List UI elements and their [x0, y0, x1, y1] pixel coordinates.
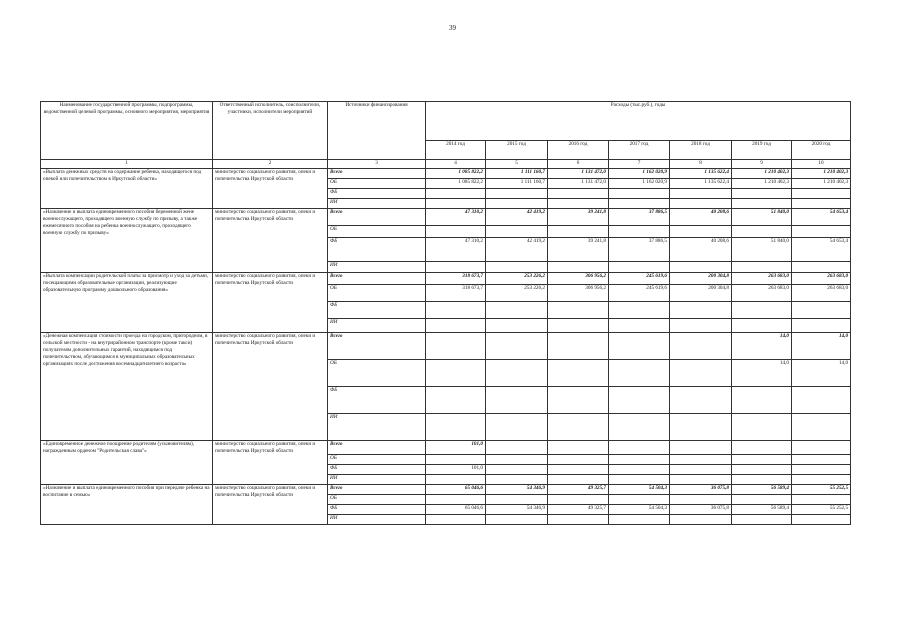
amount-cell: [548, 302, 609, 319]
amount-cell: [670, 319, 732, 333]
amount-cell: 47 310,2: [426, 209, 486, 226]
column-number: 5: [486, 160, 548, 169]
amount-cell: 1 162 020,9: [609, 169, 670, 179]
amount-cell: [486, 199, 548, 209]
column-number: 1: [41, 160, 213, 169]
amount-cell: [426, 360, 486, 387]
amount-cell: [670, 360, 732, 387]
amount-cell: [548, 387, 609, 414]
amount-cell: 39 241,8: [548, 238, 609, 262]
amount-cell: [426, 475, 486, 485]
amount-cell: 1 131 472,0: [548, 169, 609, 179]
amount-cell: [486, 475, 548, 485]
amount-cell: [732, 189, 792, 199]
amount-cell: 253 226,2: [486, 273, 548, 285]
amount-cell: [486, 387, 548, 414]
amount-cell: 306 956,2: [548, 273, 609, 285]
amount-cell: [732, 414, 792, 441]
table-row: [41, 169, 851, 179]
amount-cell: 1 135 622,4: [670, 169, 732, 179]
amount-cell: [792, 226, 851, 238]
amount-cell: 54 346,9: [486, 505, 548, 515]
amount-cell: 101,0: [426, 441, 486, 455]
funding-source: Всего: [328, 209, 426, 226]
amount-cell: [548, 262, 609, 273]
budget-table: [40, 101, 851, 525]
amount-cell: 1 210 402,3: [792, 169, 851, 179]
amount-cell: [670, 414, 732, 441]
amount-cell: [426, 189, 486, 199]
amount-cell: [609, 199, 670, 209]
amount-cell: [670, 515, 732, 525]
amount-cell: [792, 495, 851, 505]
amount-cell: [732, 515, 792, 525]
table-row: [41, 209, 851, 226]
amount-cell: [548, 333, 609, 360]
amount-cell: 36 075,8: [670, 485, 732, 495]
header-program: Наименование государственной программы, подпрограммы, ведомственной целевой программы, основного мероприятия, мероприятия: [41, 102, 213, 160]
amount-cell: [670, 465, 732, 475]
amount-cell: 14,0: [792, 333, 851, 360]
amount-cell: [732, 319, 792, 333]
column-number: 10: [792, 160, 851, 169]
amount-cell: [548, 360, 609, 387]
amount-cell: 51 840,0: [732, 238, 792, 262]
amount-cell: [670, 226, 732, 238]
program-name: «Денежная компенсация стоимости проезда на городском, пригородном, в сельской местности - на внутрирайонном транспорте (кроме такси) получателям дополнительных гарантий, находящимся под попечительством, обучающимся в муниципальных образовательных организациях после достижения восемнадцатилетнего возраста»: [41, 333, 213, 441]
executor-name: министерство социального развития, опеки и попечительства Иркутской области: [213, 485, 328, 525]
amount-cell: [792, 199, 851, 209]
amount-cell: [732, 475, 792, 485]
amount-cell: 49 325,7: [548, 505, 609, 515]
amount-cell: [609, 319, 670, 333]
program-name: «Единовременное денежное поощрение родителям (усыновителям), награжденным орденом "Родительская слава"»: [41, 441, 213, 485]
header-year: 2019 год: [732, 141, 792, 160]
amount-cell: 54 653,4: [792, 238, 851, 262]
funding-source: ИИ: [328, 199, 426, 209]
amount-cell: [486, 226, 548, 238]
funding-source: Всего: [328, 273, 426, 285]
amount-cell: [486, 495, 548, 505]
amount-cell: 47 310,2: [426, 238, 486, 262]
amount-cell: [548, 495, 609, 505]
amount-cell: [486, 262, 548, 273]
amount-cell: 14,0: [792, 360, 851, 387]
amount-cell: [670, 199, 732, 209]
funding-source: ОБ: [328, 495, 426, 505]
executor-name: министерство социального развития, опеки и попечительства Иркутской области: [213, 209, 328, 273]
amount-cell: [670, 302, 732, 319]
header-year: 2018 год: [670, 141, 732, 160]
amount-cell: [792, 414, 851, 441]
amount-cell: [486, 189, 548, 199]
amount-cell: [732, 262, 792, 273]
amount-cell: 263 683,0: [792, 285, 851, 302]
amount-cell: 40 208,6: [670, 238, 732, 262]
table-row: [41, 485, 851, 495]
amount-cell: 36 075,8: [670, 505, 732, 515]
funding-source: Всего: [328, 333, 426, 360]
page-number: 39: [449, 24, 456, 32]
column-number: 4: [426, 160, 486, 169]
amount-cell: [732, 465, 792, 475]
amount-cell: [609, 333, 670, 360]
funding-source: ОБ: [328, 455, 426, 465]
amount-cell: 51 840,0: [732, 209, 792, 226]
amount-cell: [609, 262, 670, 273]
amount-cell: [426, 319, 486, 333]
amount-cell: 1 210 402,3: [792, 179, 851, 189]
amount-cell: 1 085 822,2: [426, 179, 486, 189]
amount-cell: 54 346,9: [486, 485, 548, 495]
column-number: 2: [213, 160, 328, 169]
amount-cell: 200 304,8: [670, 273, 732, 285]
amount-cell: [548, 199, 609, 209]
amount-cell: [426, 333, 486, 360]
amount-cell: 306 956,2: [548, 285, 609, 302]
amount-cell: [609, 387, 670, 414]
amount-cell: [792, 455, 851, 465]
program-name: «Выплата денежных средств на содержание ребенка, находящегося под опекой или попечительством в Иркутской области»: [41, 169, 213, 209]
amount-cell: [426, 387, 486, 414]
amount-cell: [548, 475, 609, 485]
header-year: 2015 год: [486, 141, 548, 160]
amount-cell: 1 210 402,3: [732, 179, 792, 189]
amount-cell: 37 886,5: [609, 238, 670, 262]
amount-cell: [486, 465, 548, 475]
amount-cell: 37 886,5: [609, 209, 670, 226]
amount-cell: [486, 455, 548, 465]
amount-cell: [486, 302, 548, 319]
amount-cell: 56 589,4: [732, 505, 792, 515]
amount-cell: [548, 414, 609, 441]
amount-cell: [609, 515, 670, 525]
amount-cell: 42 419,2: [486, 238, 548, 262]
program-name: «Выплата компенсации родительской платы за присмотр и уход за детьми, посещающими образовательные организации, реализующие образовательную программу дошкольного образования»: [41, 273, 213, 333]
funding-source: ФБ: [328, 465, 426, 475]
amount-cell: [426, 414, 486, 441]
amount-cell: 1 210 402,3: [732, 169, 792, 179]
funding-source: ОБ: [328, 226, 426, 238]
amount-cell: 39 241,8: [548, 209, 609, 226]
executor-name: министерство социального развития, опеки и попечительства Иркутской области: [213, 273, 328, 333]
amount-cell: 55 252,5: [792, 505, 851, 515]
header-source: Источники финансирования: [328, 102, 426, 160]
amount-cell: [609, 414, 670, 441]
amount-cell: [670, 495, 732, 505]
funding-source: ОБ: [328, 285, 426, 302]
funding-source: Всего: [328, 441, 426, 455]
amount-cell: [792, 465, 851, 475]
amount-cell: 14,0: [732, 360, 792, 387]
amount-cell: [670, 387, 732, 414]
amount-cell: 56 589,4: [732, 485, 792, 495]
amount-cell: [732, 455, 792, 465]
amount-cell: [548, 319, 609, 333]
amount-cell: [670, 455, 732, 465]
amount-cell: [732, 199, 792, 209]
amount-cell: 245 619,6: [609, 285, 670, 302]
amount-cell: [670, 333, 732, 360]
amount-cell: [548, 189, 609, 199]
funding-source: ИИ: [328, 262, 426, 273]
amount-cell: 65 046,6: [426, 485, 486, 495]
amount-cell: [426, 515, 486, 525]
column-number: 3: [328, 160, 426, 169]
amount-cell: [792, 441, 851, 455]
amount-cell: [792, 262, 851, 273]
executor-name: министерство социального развития, опеки и попечительства Иркутской области: [213, 169, 328, 209]
amount-cell: [426, 199, 486, 209]
amount-cell: 318 673,7: [426, 285, 486, 302]
funding-source: ФБ: [328, 238, 426, 262]
amount-cell: [670, 475, 732, 485]
column-number: 9: [732, 160, 792, 169]
amount-cell: [548, 441, 609, 455]
amount-cell: 65 046,6: [426, 505, 486, 515]
amount-cell: 1 131 472,0: [548, 179, 609, 189]
amount-cell: [486, 319, 548, 333]
amount-cell: 263 683,0: [792, 273, 851, 285]
amount-cell: 40 208,6: [670, 209, 732, 226]
column-number: 6: [548, 160, 609, 169]
amount-cell: 54 504,3: [609, 505, 670, 515]
amount-cell: [609, 465, 670, 475]
amount-cell: 253 226,2: [486, 285, 548, 302]
amount-cell: [426, 495, 486, 505]
amount-cell: [486, 360, 548, 387]
amount-cell: [670, 189, 732, 199]
amount-cell: [792, 475, 851, 485]
amount-cell: 263 683,0: [732, 285, 792, 302]
column-number: 7: [609, 160, 670, 169]
amount-cell: [548, 515, 609, 525]
amount-cell: [732, 226, 792, 238]
amount-cell: [426, 455, 486, 465]
amount-cell: [548, 465, 609, 475]
table-row: [41, 441, 851, 455]
table-row: [41, 273, 851, 285]
amount-cell: [486, 333, 548, 360]
amount-cell: [486, 414, 548, 441]
amount-cell: 318 673,7: [426, 273, 486, 285]
amount-cell: [609, 455, 670, 465]
funding-source: ФБ: [328, 505, 426, 515]
funding-source: Всего: [328, 485, 426, 495]
funding-source: ФБ: [328, 387, 426, 414]
amount-cell: [792, 319, 851, 333]
funding-source: ФБ: [328, 302, 426, 319]
amount-cell: [732, 387, 792, 414]
amount-cell: [486, 441, 548, 455]
amount-cell: 1 111 160,7: [486, 179, 548, 189]
funding-source: Всего: [328, 169, 426, 179]
amount-cell: [732, 302, 792, 319]
amount-cell: [732, 441, 792, 455]
amount-cell: 200 304,8: [670, 285, 732, 302]
header-year: 2016 год: [548, 141, 609, 160]
executor-name: министерство социального развития, опеки и попечительства Иркутской области: [213, 333, 328, 441]
table-row: [41, 333, 851, 360]
funding-source: ИИ: [328, 319, 426, 333]
header-executor: Ответственный исполнитель, соисполнители, участники, исполнители мероприятий: [213, 102, 328, 160]
amount-cell: 1 085 822,2: [426, 169, 486, 179]
amount-cell: [426, 262, 486, 273]
amount-cell: [426, 226, 486, 238]
funding-source: ИИ: [328, 414, 426, 441]
program-name: «Назначение и выплата единовременного пособия беременной жене военнослужащего, проходящего военную службу по призыву, а также ежемесячного пособия на ребенка военнослужащего, проходящего военную службу по призыву»: [41, 209, 213, 273]
column-number: 8: [670, 160, 732, 169]
amount-cell: 42 419,2: [486, 209, 548, 226]
amount-cell: [792, 515, 851, 525]
amount-cell: [609, 226, 670, 238]
amount-cell: 1 111 160,7: [486, 169, 548, 179]
amount-cell: [609, 495, 670, 505]
executor-name: министерство социального развития, опеки и попечительства Иркутской области: [213, 441, 328, 485]
header-year: 2014 год: [426, 141, 486, 160]
funding-source: ИИ: [328, 515, 426, 525]
amount-cell: 49 325,7: [548, 485, 609, 495]
funding-source: ОБ: [328, 360, 426, 387]
amount-cell: 14,0: [732, 333, 792, 360]
header-expenses: Расходы (тыс.руб.), годы: [426, 102, 851, 141]
amount-cell: [792, 387, 851, 414]
amount-cell: [609, 475, 670, 485]
amount-cell: 101,0: [426, 465, 486, 475]
amount-cell: [732, 495, 792, 505]
amount-cell: [609, 441, 670, 455]
amount-cell: 245 619,6: [609, 273, 670, 285]
amount-cell: [670, 441, 732, 455]
amount-cell: [548, 226, 609, 238]
amount-cell: [609, 189, 670, 199]
header-year: 2017 год: [609, 141, 670, 160]
amount-cell: [609, 360, 670, 387]
amount-cell: 55 252,5: [792, 485, 851, 495]
amount-cell: [486, 515, 548, 525]
amount-cell: 1 162 020,9: [609, 179, 670, 189]
amount-cell: [426, 302, 486, 319]
program-name: «Назначение и выплата единовременного пособия при передаче ребенка на воспитание в семью»: [41, 485, 213, 525]
header-year: 2020 год: [792, 141, 851, 160]
amount-cell: [548, 455, 609, 465]
amount-cell: 54 504,3: [609, 485, 670, 495]
amount-cell: [670, 262, 732, 273]
amount-cell: 1 135 622,4: [670, 179, 732, 189]
amount-cell: [792, 302, 851, 319]
funding-source: ФБ: [328, 189, 426, 199]
amount-cell: 54 653,4: [792, 209, 851, 226]
funding-source: ИИ: [328, 475, 426, 485]
amount-cell: [609, 302, 670, 319]
amount-cell: [792, 189, 851, 199]
amount-cell: 263 683,0: [732, 273, 792, 285]
funding-source: ОБ: [328, 179, 426, 189]
